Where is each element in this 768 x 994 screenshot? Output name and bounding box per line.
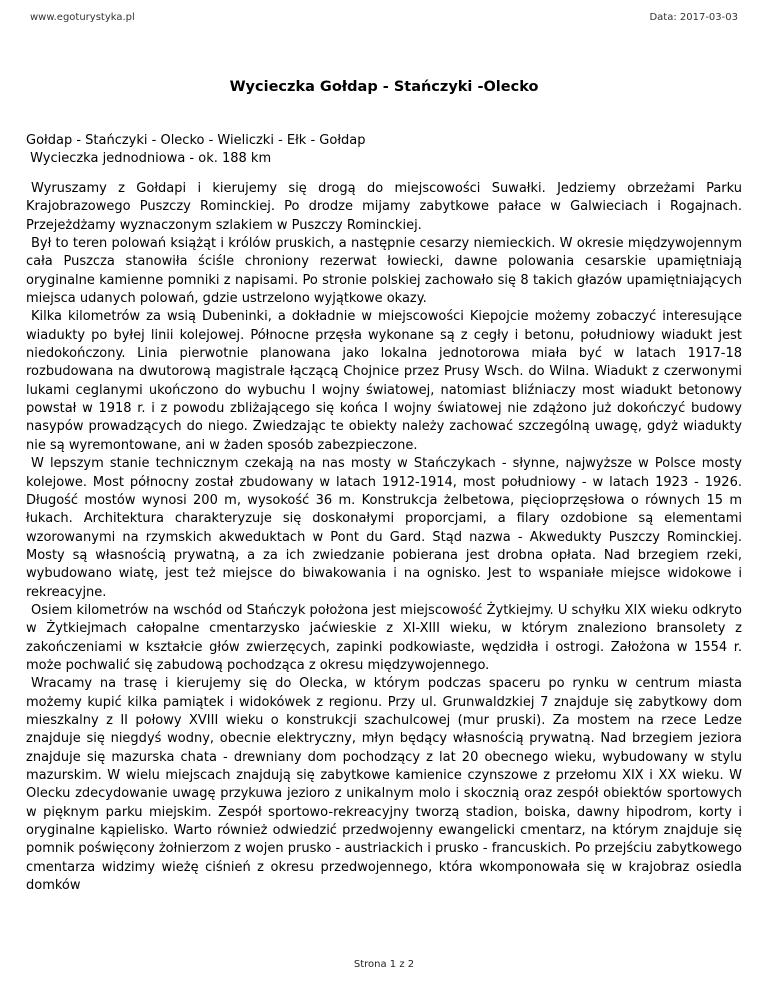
paragraph: Wracamy na trasę i kierujemy się do Olecka, w którym podczas spaceru po rynku w centrum miasta możemy kupić kilka pamiątek i widokówek z regionu. Przy ul. Grunwaldzkiej 7 znajduje się zabytkowy dom mieszkalny z II połowy XVIII wieku o konstrukcji szachulcowej (mur pruski). Za mostem na rzece Ledze znajduje się niegdyś wodny, obecnie elektryczny, młyn będący własnością prywatną. Nad brzegiem jeziora znajduje się mazurska chata - drewniany dom pochodzący z lat 20 obecnego wieku, wybudowany w stylu mazurskim. W wielu miejscach znajdują się zabytkowe kamienice czynszowe z przełomu XIX i XX wieku. W Olecku zdecydowanie uwagę przykuwa jezioro z unikalnym molo i skocznią oraz zespół obiektów sportowych w pięknym parku miejskim. Zespół sportowo-rekreacyjny tworzą stadion, boiska, dawny hipodrom, korty i oryginalne kąpielisko. Warto również odwiedzić przedwojenny ewangelicki cmentarz, na którym znajduje się pomnik poświęcony żołnierzom z wojen prusko - austriackich i prusko - francuskich. Po przejściu zabytkowego cmentarza widzimy wieżę ciśnień z okresu przedwojennego, która wkomponowała się w krajobraz osiedla domków (26, 676, 742, 894)
paragraph: Był to teren polowań książąt i królów pruskich, a następnie cesarzy niemieckich. W okresie międzywojennym cała Puszcza stanowiła ściśle chroniony rezerwat łowiecki, dawne polowania cesarskie upamiętniają oryginalne kamienne pomniki z napisami. Po stronie polskiej zachowało się 8 takich głazów upamiętniających miejsca udanych polowań, gdzie ustrzelono wyjątkowe okazy. (26, 236, 742, 307)
paragraph: Osiem kilometrów na wschód od Stańczyk położona jest miejscowość Żytkiejmy. U schyłku XIX wieku odkryto w Żytkiejmach całopalne cmentarzysko jaćwieskie z XI-XIII wieku, w którym znaleziono bransolety z zakończeniami w kształcie głów zwierzęcych, zapinki podkowiaste, wędzidła i ostrogi. Założona w 1554 r. może pochwalić się zabudową pochodząca z okresu międzywojennego. (26, 602, 742, 673)
print-date: Data: 2017-03-03 (649, 12, 738, 23)
paragraph: W lepszym stanie technicznym czekają na nas mosty w Stańczykach - słynne, najwyższe w Polsce mosty kolejowe. Most północny został zbudowany w latach 1912-1914, most południowy - w latach 1923 - 1926. Długość mostów wynosi 200 m, wysokość 36 m. Konstrukcja żelbetowa, pięcioprzęsłowa o równych 15 m łukach. Architektura charakteryzuje się doskonałymi proporcjami, a filary ozdobione są elementami wzorowanymi na rzymskich akweduktach w Pont du Gard. Stąd nazwa - Akwedukty Puszczy Rominckiej. Mosty są własnością prywatną, a za ich zwiedzanie pobierana jest drobna opłata. Nad brzegiem rzeki, wybudowano wiatę, jest też miejsce do biwakowania i na ognisko. Jest to wspaniałe miejsce widokowe i rekreacyjne. (26, 456, 742, 600)
paragraph: Wyruszamy z Gołdapi i kierujemy się drogą do miejscowości Suwałki. Jedziemy obrzeżami Parku Krajobrazowego Puszczy Rominckiej. Po drodze mijamy zabytkowe pałace w Galwieciach i Rogajnach. Przejeżdżamy wyznaczonym szlakiem w Puszczy Rominckiej. (26, 181, 742, 233)
page-number: Strona 1 z 2 (353, 959, 415, 970)
site-url: www.egoturystyka.pl (30, 12, 135, 23)
paragraph: Kilka kilometrów za wsią Dubeninki, a dokładnie w miejscowości Kiepojcie możemy zobaczyć interesujące wiadukty po byłej linii kolejowej. Północne przęsła wykonane są z cegły i betonu, południowy wiadukt jest niedokończony. Linia pierwotnie planowana jako lokalna jednotorowa miała być w latach 1917-18 rozbudowana na dwutorową magistrale łączącą Chojnice przez Prusy Wsch. do Wilna. Wiadukt z czerwonymi lukami ceglanymi ukończono do wybuchu I wojny światowej, natomiast bliźniaczy most wiadukt betonowy powstał w 1918 r. i z powodu zbliżającego się końca I wojny światowej nie zdążono już dokończyć budowy nasypów prowadzących do niego. Zwiedzając te obiekty należy zachować szczególną uwagę, gdyż wiadukty nie są wyremontowane, ani w żaden sposób zabezpieczone. (26, 309, 742, 453)
trip-info: Wycieczka jednodniowa - ok. 188 km (26, 151, 272, 166)
route-block (26, 132, 365, 168)
article-body (26, 180, 742, 895)
page-title: Wycieczka Gołdap - Stańczyki -Olecko (229, 79, 539, 95)
route-text: Gołdap - Stańczyki - Olecko - Wieliczki - Ełk - Gołdap (26, 133, 366, 148)
